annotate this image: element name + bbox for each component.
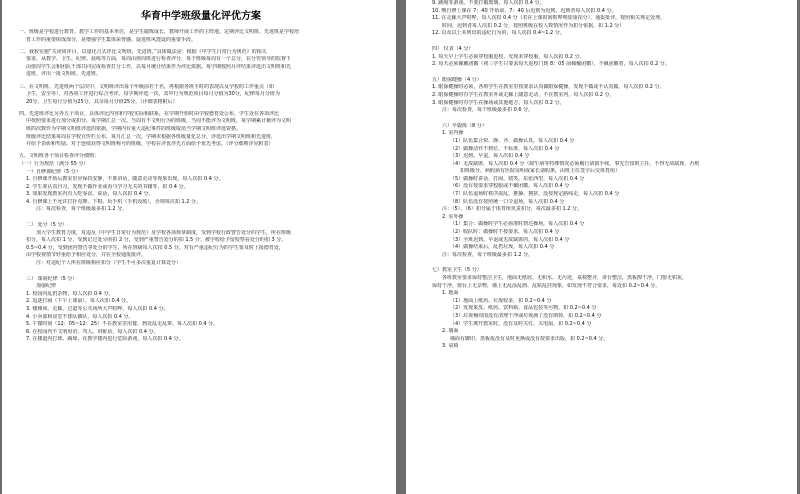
text-line: 加大学生教育力度，对违反《中学生日常行为规范》及学校各项规章制度，受到学校行政警告处分的学生，所在班级: [36, 229, 292, 236]
text-line: （4）做操结束后，乱扔垃圾，每人次扣 0.4 分: [450, 244, 555, 251]
text-line: 20分，卫生每月分值为25分，其余每月分值25分。（详细表格附后）: [26, 98, 178, 105]
text-line: 墙面有脚印，黑板报没有及时更换或没有按要求出版，扣 0.2~0.4 分。: [450, 335, 609, 342]
text-line: 一）自修课纪律（5 分）: [26, 168, 81, 175]
text-line: 六）早锻炼（8 分）: [442, 122, 487, 129]
text-line: （4）学生离开教室时，没有及时关灯、关电扇，扣 0.2~0.4 分: [450, 320, 592, 327]
text-line: 四、先进班评比另外五个项目，具体评比内容和学校实际相联系，在学期开始时由学校德育处公布，学生处在各项评比: [19, 110, 280, 117]
text-line: 注：每次检查，每个班级最多扣 0.6 分。: [442, 107, 534, 114]
spacer: [14, 268, 388, 276]
text-line: 加强纪律: [36, 283, 57, 290]
text-line: （3）迟到、早退，每人次扣 0.4 分: [450, 153, 530, 160]
text-line: 2. 每天必须佩戴团徽（初三学生只要求每天进校门到 8：05 前佩戴团徽），不佩团徽者，每人次扣 0.2 分。: [432, 61, 670, 68]
text-line: 注：（5）、（6）扣分属于体育组负责扣分，每次最多扣 1.2 分。: [442, 206, 582, 213]
text-line: 班的次数作为学期文明班评选的依据，学期内有重大违纪事件的班级取消当学期文明班评选资格。: [26, 126, 242, 133]
text-line: 1. 自修课开始后教室里应保持安静，不准讲话，随意走动等现象出现，每人次扣 0.4 分。: [26, 176, 224, 183]
text-line: 七）教室卫生（5 分）: [432, 267, 482, 274]
text-line: 卫生、安全等），对各项工作进行综合考评。每学期评选一次，其中行为规范项目每月分值为30分，纪律每月分值为: [26, 91, 280, 98]
text-line: 班级评比结果每周在学校宣传栏公布，每月汇总一次。学期末根据各班级量化总分，评选出学期文明班和先进班，: [26, 133, 277, 140]
text-line: 二、我校实施“关闭周评目，以量化月式评比文明班、先进班。”具体做法是：根据《中学生日常行为规范》的相关: [19, 48, 267, 55]
text-line: （7）队伍退场时秩序混乱、推搡、拥挤，没按规定路线走，每人次扣 0.4 分: [450, 191, 620, 198]
text-line: 注：每次检查，每个班级最多扣 1.2 分。: [36, 206, 128, 213]
document-title: 华育中学班级量化评优方案: [141, 11, 261, 22]
text-line: 三、在文明班、先进班两个层次中，文明班评出每个年级前若干名，再根据各班平时的表现以及学校的工作重点（如: [19, 83, 275, 90]
text-line: （3）全班迟到、早退或无故缺席的，每人次扣 0.4 分: [450, 236, 570, 243]
document-body-right: [420, 0, 789, 351]
text-line: 扣分，每人次扣 1 分，受到记过处分的扣 2 分，受到严重警告处分的扣 1.5 分；被学校给予留校察看处分的扣 3 分。: [26, 237, 287, 244]
text-line: 由值周学生会和团队干部共同完成检查打分工作，以每月统计结果作为评比依据。每学期按照月评结果评选出文明班和先: [26, 63, 292, 70]
text-line: 中按照要求进行加分或扣分，每学期汇总一次。当周有不文明行为的班级，当周不能评为文明班，每学期累计被评为文明: [26, 118, 292, 125]
spacer: [420, 69, 789, 77]
text-line: 1. 校园内乱扔杂物，每人次扣 0.4 分。: [26, 290, 114, 297]
text-line: 三） 课间纪律（5 分）: [26, 275, 78, 282]
text-line: 并给予表彰和奖励。对于连续获得文明班称号的班级，学校在评优评先方面给予优先考虑。（评分细则详见附表）: [26, 141, 274, 148]
text-line: 1. 眼保健操时必须，各班学生在教室里按要求认真做眼保健操，发现不做或不认真做，每人次扣 0.2 分。: [432, 84, 665, 91]
text-line: 注：每次检查，每个班级最多扣 1.2 分。: [442, 251, 534, 258]
text-line: （一）行为规范（满分 55 分）: [19, 160, 89, 167]
text-line: 1. 每天早上学生必须穿校服进校，发现未穿校服，每人次扣 0.2 分。: [432, 53, 585, 60]
text-line: 四） 仪表（4 分）: [432, 45, 474, 52]
text-line: 一、班级是学校进行教育、教学工作的基本单位，是学生锻炼成长、教师开展工作的主阵地。定期评比文明班、先进班是学校培: [19, 29, 300, 35]
document-page-left: [2, 0, 396, 494]
text-line: 由学校视情节轻重给予相应处分，并在全校通报批评。: [26, 252, 147, 259]
text-line: 时间，迟到者每人次扣 0.2 分，按照班级在校人数情况作为扣分依据，扣 1.2 分）: [442, 22, 625, 29]
text-line: 5. 午餐时间（12：05~12：25）不在教室里用餐，到处乱走乱窜，每人次扣 0.4 分。: [26, 321, 219, 328]
text-line: 3. 桌椅: [442, 343, 459, 350]
document-body-left: [14, 29, 388, 344]
spacer: [420, 259, 789, 267]
text-line: 2. 室外操: [442, 213, 464, 220]
text-line: 2. 眼保健操时有学生在教室外或走廊上随意走动，不在教室内，每人次扣 0.2 分。: [432, 91, 615, 98]
text-line: 各班教室要求保持整洁卫生，地面无纸屑、无积水、无污迹，桌椅整齐，讲台整洁，黑板擦干净，门窗无积灰，: [442, 275, 688, 281]
text-line: 3. 如果发现教室内有人吃零食、说话，每人次扣 0.4 分。: [26, 191, 154, 198]
text-line: 注：对违纪个人所在班级相应扣分（学生不可多次重复计算处分）: [36, 260, 182, 267]
text-line: 3. 楼梯间、走廊、过道等公共场所大声喧哗，每人次扣 0.4 分。: [26, 306, 169, 312]
spacer: [420, 115, 789, 123]
text-line: （2）发现果皮、纸屑、饮料瓶、食品包装等污物，扣 0.2~0.4 分: [450, 305, 597, 312]
text-line: 要求，从教学、卫生、纪律、晨练等方面，每周由值周班进行检查评分，每个班级每周有一个总分，在分管领导的监督下: [26, 56, 292, 63]
text-line: 五、文明班各个项目检查评分细则：: [19, 153, 100, 160]
text-line: 12. 以及以上未列出的违纪行为的，每人次扣 0.4~1.2 分。: [432, 30, 565, 37]
text-line: 扣班级分，病假须有医院证明或家长请假条，由班主任签字后交体育组）: [460, 168, 621, 175]
document-page-right: [406, 0, 797, 494]
text-line: 6. 在校园内不文明用语、骂人、讲脏话，每人次扣 0.4 分。: [26, 328, 159, 335]
text-line: 育工作的重要组成部分，是增强学生集体荣誉感、促进班风建设的重要手段。: [26, 36, 197, 43]
text-line: （8）队伍没有按照统一口令退场，每人次扣 0.4 分: [450, 198, 565, 205]
text-line: （4）无故缺席，每人次扣 0.4 分（除生病等特殊情况必须履行请假手续，事先告知班主任，不得无故缺席，否则: [450, 160, 700, 167]
text-line: 0.5~0.4 分，受到团内警告等处分的学生，所在班级每人次扣 0.5 分。对有严重违纪行为的学生要及时上报德育处，: [26, 244, 284, 251]
text-line: （2）做操动作不到位、不标准，每人次扣 0.4 分: [450, 145, 560, 152]
text-line: （1）队伍集合快、静、齐，做操认真，每人次扣 0.4 分: [450, 137, 575, 144]
text-line: 2. 学生要认真自习，发现不做作业或看与学习无关的书籍等，扣 0.4 分。: [26, 183, 189, 190]
text-line: 1. 室内操: [442, 130, 464, 137]
text-line: 10. 晚自修上课在 7：40 开始前，7：40 后迟到为迟到，迟到者每人次扣 0.4 分。: [432, 7, 617, 14]
spacer: [420, 38, 789, 46]
text-line: 二） 处分（5 分）: [26, 222, 68, 229]
text-line: （6）没有按要求穿校服或不戴团徽，每人次扣 0.4 分: [450, 183, 570, 190]
text-line: （1）集合：做操时学生必须准时到达操场，每人次扣 0.4 分: [450, 221, 585, 228]
text-line: 7. 在楼道内打球、踢球，在教学楼内进行危险游戏，每人次扣 0.4 分。: [26, 336, 184, 343]
text-line: 进班，评出一批文明班、先进班。: [26, 71, 102, 78]
text-line: 4. 小卖部和食堂不排队插队，每人次扣 0.4 分。: [26, 313, 134, 320]
text-line: 4. 自修课上不允许打扑克牌、下棋、玩手机（手机没收），否则每次扣 1.2 分。: [26, 198, 201, 205]
text-line: 9. 跳绳等游戏，不要打破玻璃，每人次扣 0.4 分。: [432, 0, 545, 6]
text-line: （1）地面上纸屑、垃圾较多，扣 0.2~0.4 分: [450, 297, 552, 304]
text-line: 保持干净，窗台上无杂物，墙上无乱涂乱画、乱贴乱挂现象，如发现不符合要求，每处扣 0.2~0.4 分。: [432, 282, 661, 289]
text-line: 2. 追逐打闹（下午上课前），每人次扣 0.4 分。: [26, 298, 131, 305]
text-line: （3）垃圾桶周围没有清理干净或垃圾满了没有倒掉，扣 0.2~0.4 分: [450, 312, 602, 319]
text-line: （5）做操时讲话、打闹、嬉笑、东张西望，每人次扣 0.4 分: [450, 175, 585, 182]
text-line: （2）收队时：做操时不按要求，每人次扣 0.4 分: [450, 229, 560, 236]
text-line: 1. 地面: [442, 290, 459, 297]
text-line: 11. 在走廊大声喧哗，每人次扣 0.4 分（若在上课时间喧哗则加重扣分），通报批评，按照相关规定处理。: [432, 15, 666, 22]
text-line: 3. 眼保健操时有学生在操场或其他地方，每人次扣 0.2 分。: [432, 99, 565, 106]
spacer: [14, 214, 388, 222]
text-line: 2. 墙面: [442, 328, 459, 335]
text-line: 五）眼保健操（4 分）: [432, 76, 482, 83]
